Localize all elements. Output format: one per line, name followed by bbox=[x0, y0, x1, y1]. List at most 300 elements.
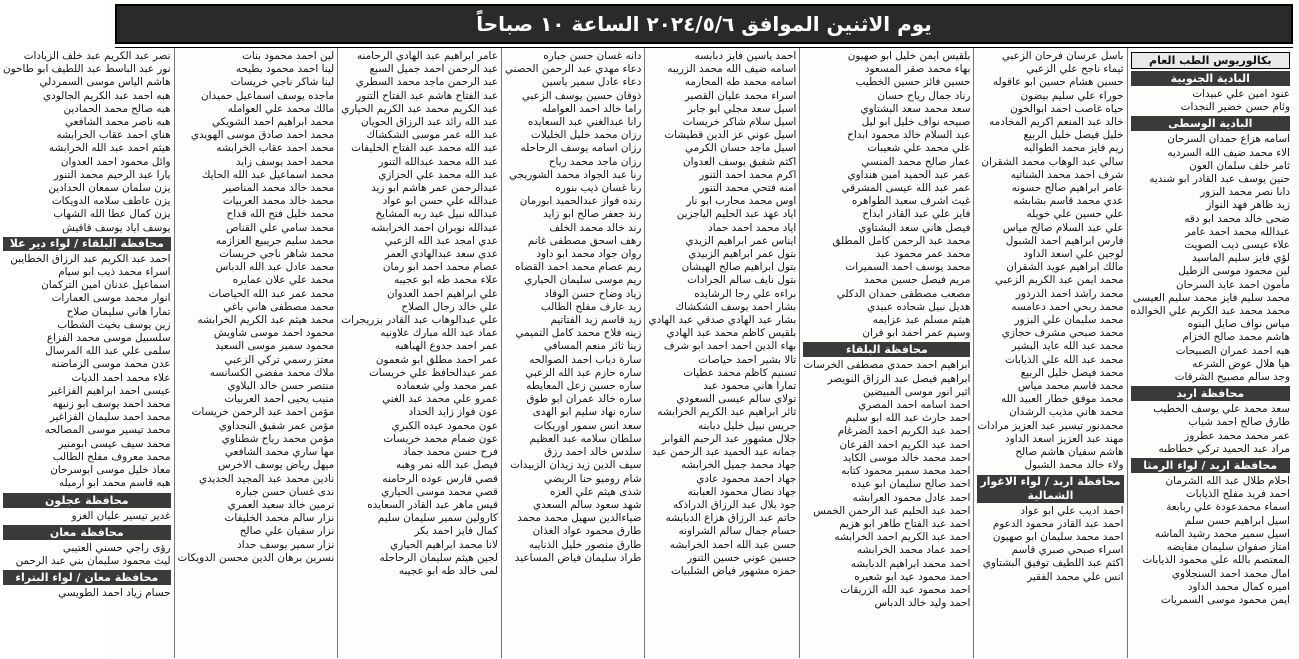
student-name: اسراء صبحي صبري قاسم bbox=[1011, 544, 1124, 557]
student-name: قصي فارس عوده الرحامنه bbox=[382, 472, 498, 485]
student-name: جهاد محمد جميل الخرابشه bbox=[681, 459, 797, 472]
student-name: عمر عبد الحميد امين هنداوي bbox=[847, 168, 971, 181]
student-name: اكثم شفيق يوسف العدوان bbox=[682, 155, 797, 168]
student-name: اسامه محمد طه المحارمه bbox=[684, 76, 797, 89]
student-name: محمد سيف عيسى ابومنير bbox=[58, 437, 171, 450]
student-name: محمد موفق خطار العبيد الله bbox=[1001, 393, 1124, 406]
student-name: سلدس خالد احمد رزق bbox=[544, 446, 642, 459]
student-name: ثائر ابراهيم عبد الكريم الخرابشه bbox=[657, 406, 797, 419]
student-name: عون فواز زايد الحداد bbox=[408, 406, 498, 419]
student-name: احمد ياسين فايز دبابسه bbox=[694, 50, 797, 62]
student-name: ولاء خالد محمد الشبول bbox=[1024, 459, 1124, 472]
student-name: عدي سعد عبدالهادي العمر bbox=[384, 248, 498, 261]
student-name: رزان اسامه يوسف الرحاحله bbox=[520, 142, 642, 155]
student-name: جود بلال عبد الرزاق الدراذكه bbox=[672, 498, 797, 511]
student-name: رناد جمال رياح حسان bbox=[877, 89, 971, 102]
student-name: هبه احمد عبد الكريم الجالودي bbox=[43, 89, 171, 102]
student-name: حسين فائز حسين الخطيب bbox=[855, 76, 971, 89]
student-name: محمود احمد موسى شاويش bbox=[213, 327, 335, 340]
student-name: عمرو علي محمد عبد الغني bbox=[382, 393, 498, 406]
student-name: سالي عبد الوهاب محمد الشقران bbox=[981, 155, 1124, 168]
student-name: رنا غسان ذيب بنوره bbox=[555, 182, 642, 195]
student-name: تمارا هاني سليمان صلاح bbox=[66, 305, 171, 318]
student-name: ثيماء ناجح علي الزعبي bbox=[1026, 63, 1124, 76]
student-name: لجين هيثم سليمان الرحاحله bbox=[379, 551, 498, 564]
student-name: عبد الله محمد عبدالله التنور bbox=[378, 155, 498, 168]
student-name: مريم فيصل حسين محمد bbox=[863, 274, 971, 287]
student-name: احمد عبد الحليم عبد الرحمن الخمس bbox=[813, 504, 971, 517]
student-name: عبدالله علي حسن ابو عواد bbox=[382, 195, 498, 208]
student-name: علي خالد رجال الصلاح bbox=[401, 300, 498, 313]
student-name: حسن عبد الله احمد الخرابشه bbox=[669, 538, 797, 551]
student-name: مصعب مصطفى حمدان الدكلي bbox=[836, 287, 971, 300]
student-name: محمد احمد سليمان الفزاغير bbox=[49, 411, 171, 424]
student-name: نصر عبد الكريم عبد خلف الزيادات bbox=[23, 50, 171, 62]
student-name: محمد احمد يوسف ابو زنيهه bbox=[52, 398, 171, 411]
student-name: علي عبدالوهاب عبد القادر بزريجرات bbox=[341, 314, 498, 327]
student-name: ريم عصام محمد احمد القضاه bbox=[515, 261, 642, 274]
student-name: وجد سالم مصبيح الشرقات bbox=[1174, 371, 1290, 384]
student-name: حمزه مشهور فياض الشلبيات bbox=[670, 564, 797, 577]
student-name: اسيل عوني عز الدين قطيشات bbox=[664, 129, 797, 142]
student-name: سيف الدين زيد زيدان الزبيدات bbox=[510, 459, 642, 472]
student-name: طارق محمود عواد الغذان bbox=[532, 525, 642, 538]
section-heading: البادية الجنوبية bbox=[1131, 71, 1290, 86]
column-5 bbox=[501, 48, 645, 658]
student-name: بتول نايف سالم الجرادات bbox=[687, 274, 797, 287]
student-name: مؤمن احمد عبد الرحمن خريسات bbox=[191, 406, 335, 419]
student-name: حسام جمال سالم الشراونه bbox=[678, 525, 797, 538]
student-name: ندى غسان حسن جباره bbox=[235, 485, 335, 498]
student-name: عون ضمام محمد خريسات bbox=[383, 432, 498, 445]
student-name: محمد ايمن عبد الكريم الزعبي bbox=[994, 274, 1124, 287]
student-name: عمر محمد محمد عطروز bbox=[1184, 429, 1290, 442]
student-name: غدير تيسير عليان الغزو bbox=[71, 509, 171, 522]
column-3 bbox=[799, 48, 973, 658]
student-name: هبه صالح محمد الحمادين bbox=[63, 102, 171, 115]
student-name: وائل محمود احمد العدوان bbox=[60, 155, 171, 168]
student-name: احمد حارث عبد الله ابو سليم bbox=[845, 412, 971, 425]
student-name: محمد سليم فايز محمد سليم العيسى bbox=[1132, 291, 1290, 304]
student-name: الاء محمد ضيف الله السرديه bbox=[1167, 146, 1290, 159]
student-name: جلال مشهور عبد الرحيم القوابر bbox=[661, 432, 797, 445]
student-name: وسيم عمر احمد ابو قران bbox=[862, 327, 971, 340]
student-name: لوجين علي اسعد الداود bbox=[1023, 248, 1124, 261]
column-1 bbox=[1127, 48, 1293, 658]
student-name: بهاء محمد صقر المسعود bbox=[864, 63, 971, 76]
student-name: عمر محمد ولي شعماده bbox=[396, 380, 498, 393]
student-name: احمد عبد الكريم احمد القرعان bbox=[839, 438, 971, 451]
student-name: راما خالد احمد العوامله bbox=[542, 102, 642, 115]
student-name: علي محمد علي شعيبات bbox=[867, 142, 971, 155]
student-name: احمد عادل محمود العرابشه bbox=[852, 491, 971, 504]
student-name: اسامه هزاع حمدان السرحان bbox=[1167, 133, 1290, 146]
student-name: بشار احمد يوسف الشكشاك bbox=[675, 300, 797, 313]
section-heading: البادية الوسطى bbox=[1131, 116, 1290, 131]
student-name: احلام طلال عبد الله الشرمان bbox=[1165, 475, 1290, 488]
student-name: نزار سمير يوسف حداد bbox=[237, 538, 335, 551]
student-name: محمد محمد عبد الكريم علي الخوالده bbox=[1130, 305, 1290, 318]
student-name: علي عبد السلام صالح مياس bbox=[1002, 221, 1124, 234]
student-name: اسامه ضيف الله محمد الزريبه bbox=[667, 63, 797, 76]
masthead-title: يوم الاثنين الموافق ٢٠٢٤/٥/٦ الساعة ١٠ صباحاً bbox=[476, 12, 932, 36]
student-name: عبد الله محمد عبد الفتاح الخليفات bbox=[351, 142, 498, 155]
column-2 bbox=[973, 48, 1126, 658]
student-name: بهاء الدين احمد احمد ابو شرف bbox=[663, 340, 797, 353]
student-name: زياد وضاح حسن الوقاد bbox=[544, 287, 642, 300]
student-name: جريس نبيل خليل دبابنه bbox=[697, 419, 797, 432]
degree-heading: بكالوريوس الطب العام bbox=[1131, 52, 1290, 69]
student-name: منتصر حسن خالد البلاوي bbox=[227, 380, 335, 393]
column-4 bbox=[644, 48, 799, 658]
student-name: عبد الله محمد علي الجزازي bbox=[378, 168, 498, 181]
student-name: رانا عبدالغني عبد السعايده bbox=[527, 116, 642, 129]
student-name: جهاد احمد محمود عادي bbox=[696, 472, 797, 485]
student-name: مها ساري محمد الشافعي bbox=[224, 446, 335, 459]
student-name: دعاء عادل سمير ياسين bbox=[541, 76, 642, 89]
student-name: كارولين سمير سليمان سليم bbox=[377, 512, 498, 525]
student-name: فرح حسن محمد جماد bbox=[403, 446, 498, 459]
student-name: محمد عبد الله عايد البشير bbox=[1011, 340, 1124, 353]
student-name: نزار سفيان علي صالح bbox=[239, 525, 335, 538]
student-name: امنه فتحي محمد التنور bbox=[699, 182, 797, 195]
student-name: امال محمد احمد السنجلاوي bbox=[1171, 567, 1290, 580]
student-name: مأمون احمد عايد السرحان bbox=[1176, 278, 1290, 291]
student-name: ميهل رياض يوسف الاخرس bbox=[217, 459, 335, 472]
student-name: هاشم محمد صالح الخزام bbox=[1182, 331, 1290, 344]
student-name: محمد تيسير موسى المصالحه bbox=[44, 424, 171, 437]
student-name: محمد معروف مفلح الطالب bbox=[52, 450, 171, 463]
student-name: احمد اسامه احمد المصري bbox=[858, 399, 971, 412]
student-name: اسراء محمد ذيب ابو سيام bbox=[58, 266, 171, 279]
student-name: اوس محمد محارب ابو نار bbox=[686, 195, 797, 208]
student-name: ساره حسين زعل المعايطه bbox=[526, 380, 642, 393]
student-name: ساره خالد عمران ابو طوق bbox=[526, 393, 642, 406]
student-name: اكثم عبد اللطيف توفيق البشتاوي bbox=[982, 557, 1124, 570]
student-name: احمد عبد الفتاح طاهر ابو هزيم bbox=[839, 517, 971, 530]
student-name: احمد محمد ابراهيم الدبابشه bbox=[850, 557, 971, 570]
student-name: ماجده يوسف اسماعيل حميدان bbox=[201, 89, 335, 102]
student-name: فايز علي عبد القادر ابداح bbox=[862, 208, 971, 221]
student-name: محمد خليل فتح الله قداح bbox=[226, 208, 335, 221]
student-name: عبدالله نبيل عبد ربه المشايخ bbox=[375, 208, 498, 221]
student-name: جهاد نضال محمود العبابنه bbox=[687, 485, 797, 498]
student-name: فيصل هاني سعد البشتاوي bbox=[858, 221, 971, 234]
student-name: اكرم محمد احمد التنور bbox=[699, 168, 797, 181]
student-name: ريم فايز محمد الطوالبه bbox=[1023, 142, 1124, 155]
student-name: بتول عمر ابراهيم الزبيدي bbox=[688, 248, 797, 261]
student-name: محمد احمد صادق موسى الهويدي bbox=[190, 129, 335, 142]
student-name: حسين عوني حسين التنور bbox=[687, 551, 797, 564]
student-name: سعد محمد سعد البشتاوي bbox=[860, 102, 971, 115]
student-name: زين يوسف بخيت الشطاب bbox=[57, 318, 171, 331]
student-name: روان جواد محمد ابو داود bbox=[536, 248, 642, 261]
student-name: محمد فيصل خليل الربيع bbox=[1020, 366, 1124, 379]
student-name: ليث محمود سليمان بني عبد الرحمن bbox=[15, 554, 171, 567]
student-name: حسام زياد احمد الطويسي bbox=[58, 587, 171, 600]
newspaper-page bbox=[3, 0, 1299, 659]
student-name: ايمن محمود موسى السمريات bbox=[1160, 593, 1290, 606]
student-name: ساره نهاد سليم ابو الهدى bbox=[532, 406, 642, 419]
section-heading: محافظة البلقاء bbox=[803, 342, 970, 357]
student-name: محمد احمد عقاب الخرابشه bbox=[216, 142, 335, 155]
student-name: محمد عمر عبد الله الحياصات bbox=[208, 287, 335, 300]
student-name: لين محمود موسى الزطيل bbox=[1178, 265, 1290, 278]
student-name: ملاك محمد مفضي الكسانسه bbox=[209, 366, 335, 379]
student-name: عمر احمد جدوع الهباهبه bbox=[394, 340, 498, 353]
student-name: عيسى احمد ابراهيم الفزاغير bbox=[48, 384, 171, 397]
student-name: عبد الرحمن احمد جميل السبع bbox=[369, 63, 498, 76]
student-name: اسراء محمد عليان القصير bbox=[684, 89, 797, 102]
student-name: حسين هشام حسين ابو عاقوله bbox=[992, 76, 1124, 89]
student-name: هبه احمد عمران الصبيحات bbox=[1175, 344, 1290, 357]
student-name: عبد السلام خالد محمود ابداح bbox=[847, 129, 971, 142]
student-name: عصام محمد احمد ابو رمان bbox=[382, 261, 498, 274]
student-name: علاء محمد احمد الديات bbox=[71, 371, 171, 384]
section-heading: محافظة عجلون bbox=[3, 493, 171, 508]
student-name: ايناس عمر ابراهيم الزيدي bbox=[685, 234, 797, 247]
section-heading: محافظة اربد / لواء الرمثا bbox=[1131, 458, 1290, 473]
student-name: اسيل سلام شاكر خريسات bbox=[682, 116, 797, 129]
student-name: اياد محمد احمد حماد bbox=[708, 221, 797, 234]
masthead bbox=[115, 4, 1293, 44]
student-name: خالد عبد المنعم اكريم المخادمه bbox=[989, 116, 1124, 129]
student-name: دعاء مهدي عبد الرحمن الحصني bbox=[504, 63, 642, 76]
student-name: احمد محمود عبد الله الزريقات bbox=[840, 583, 971, 596]
student-name: محمد علي علان عمايره bbox=[232, 274, 335, 287]
student-name: رنده فواز عبدالحميد ابورمان bbox=[519, 195, 642, 208]
student-name: عبدالرحمن عمر هاشم ابو زيد bbox=[371, 182, 498, 195]
student-name: مهند عبد العزيز اسعد الداود bbox=[1005, 432, 1124, 445]
name-list-columns bbox=[3, 47, 1293, 658]
student-name: محمد عادل عبد الله الدباس bbox=[215, 261, 335, 274]
student-name: محمد اسماعيل عبد الله الحايك bbox=[201, 168, 335, 181]
section-heading: محافظة البلقاء / لواء دير علا bbox=[3, 237, 171, 251]
student-name: محمد ربحي احمد دعامسه bbox=[1011, 300, 1124, 313]
student-name: طارق منصور خليل الذنايبه bbox=[528, 538, 642, 551]
student-name: زينه فلاح محمد كامل التميمي bbox=[515, 327, 642, 340]
student-name: مراد عبد الحميد تركي خطاطبه bbox=[1158, 442, 1290, 455]
student-name: مؤمن محمد رياح شطناوي bbox=[221, 432, 335, 445]
student-name: محمدنور تيسير عبد العزيز مرادات bbox=[977, 419, 1124, 432]
student-name: محمد قاسم محمد مياس bbox=[1017, 380, 1124, 393]
student-name: لينا شاكر ناجي خريسات bbox=[230, 76, 335, 89]
student-name: رهف اسحق مصطفى غانم bbox=[527, 234, 642, 247]
student-name: محمد سامي علي القناص bbox=[226, 221, 335, 234]
student-name: اسماعيل عدنان امين التركمان bbox=[41, 279, 171, 292]
student-name: تسنيم كاظم محمد عطيات bbox=[683, 366, 797, 379]
student-name: احمد اديب علي ابو عواد bbox=[1020, 504, 1124, 517]
student-name: محمد ابراهيم احمد الشويكي bbox=[211, 116, 335, 129]
student-name: محمود سمير موسى السعيد bbox=[215, 340, 335, 353]
student-name: ساره حازم عبد الله الزعبي bbox=[525, 366, 642, 379]
student-name: حياه غاصب احمد ابوالخون bbox=[1010, 102, 1124, 115]
student-name: احمد محمود عيد ابو شعيره bbox=[854, 570, 971, 583]
student-name: غيث اشرف سعيد الطواهره bbox=[851, 195, 971, 208]
student-name: شرف احمد محمد الشناتيه bbox=[1010, 168, 1124, 181]
student-name: قصي محمد موسى الحياري bbox=[381, 485, 498, 498]
student-name: معاذ خليل موسى ابوسرحان bbox=[50, 464, 171, 477]
student-name: عبد الله عمر موسى الشكشاك bbox=[366, 129, 498, 142]
student-name: يزن سلمان سمعان الحدادين bbox=[48, 182, 171, 195]
student-name: مالك محمد علي العوامله bbox=[227, 102, 335, 115]
student-name: احمد صالح سليمان ابو عيده bbox=[851, 478, 971, 491]
student-name: زينا ثائر منعم المسافي bbox=[543, 340, 642, 353]
student-name: هبه ناصر محمد الشافعي bbox=[64, 116, 171, 129]
student-name: احمد عبد القادر محمود الدعوم bbox=[992, 517, 1124, 530]
student-name: هبه قاسم محمد ابو ارميله bbox=[58, 477, 171, 490]
student-name: يارا عبد الرحيم محمد التنور bbox=[53, 168, 171, 181]
student-name: يزن عاطف سلامه الدويكات bbox=[51, 195, 171, 208]
student-name: زيد قاسم زيد الفتاتيم bbox=[550, 314, 642, 327]
student-name: اياد عهد عبد الحليم الياجزين bbox=[676, 208, 797, 221]
student-name: صبيحه نواف خليل ابو ليل bbox=[861, 116, 971, 129]
student-name: علاء محمد طه ابو عجيبه bbox=[393, 274, 498, 287]
student-name: حاتم عبد الرزاق هزاع الدبابشه bbox=[665, 512, 797, 525]
student-name: اسيل سعد مجلي ابو جابر bbox=[687, 102, 797, 115]
student-name: رنا عبد الجواد محمد الشوريجي bbox=[509, 168, 642, 181]
student-name: تالا بشير احمد حياصات bbox=[698, 353, 797, 366]
student-name: احمد فريد مفلح الذيابات bbox=[1185, 488, 1290, 501]
student-name: نسرين برهان الدين محسن الدويكات bbox=[177, 551, 335, 564]
student-name: تمارا هاني محمود عبد bbox=[703, 380, 797, 393]
student-name: سعد محمد علي يوسف الخطيب bbox=[1153, 403, 1290, 416]
student-name: عامر ابراهيم صالح حسونه bbox=[1011, 182, 1124, 195]
student-name: علاء عيسى ذيب الصويت bbox=[1184, 239, 1290, 252]
student-name: انس علي محمد الفقير bbox=[1027, 570, 1124, 583]
student-name: كمال فايز احمد بكر bbox=[414, 525, 498, 538]
section-heading: محافظة اربد bbox=[1131, 386, 1290, 401]
student-name: نادين محمد عبد المجيد الجديدي bbox=[198, 472, 335, 485]
student-name: سعد انس سمور اوريكات bbox=[533, 419, 642, 432]
student-name: نزار سالم محمد الخليفات bbox=[224, 512, 335, 525]
student-name: طارق صالح احمد شياب bbox=[1188, 416, 1290, 429]
student-name: رزان ماجد محمد رياح bbox=[548, 155, 642, 168]
student-name: هيثم احمد عبد الله الخرابشه bbox=[48, 142, 171, 155]
student-name: المعتصم بالله علي محمود الذيابات bbox=[1142, 554, 1290, 567]
student-name: عدي امجد عبد الله الزعبي bbox=[384, 234, 498, 247]
student-name: احمد عبد الكريم احمد الخرابشه bbox=[834, 531, 971, 544]
student-name: ثامر خلف سلمان العون bbox=[1189, 159, 1290, 172]
student-name: رند خالد محمد الخلف bbox=[549, 221, 642, 234]
student-name: محمد عبد الله علي الذيابات bbox=[1005, 353, 1124, 366]
student-name: اسيل ابراهيم حسن سلم bbox=[1184, 514, 1290, 527]
student-name: احمد محمد خالد موسى الكايد bbox=[842, 451, 971, 464]
student-name: محمد عمر محمود عبد bbox=[875, 248, 971, 261]
student-name: زيد ظاهر فهد النواز bbox=[1206, 199, 1290, 212]
student-name: رزان محمد خليل الخليلات bbox=[531, 129, 642, 142]
student-name: ابراهيم فيصل عبد الرزاق النويصر bbox=[827, 372, 971, 385]
student-name: احمد عماد محمد الخرابشه bbox=[856, 544, 971, 557]
student-name: يزن كمال عطا الله الشهاب bbox=[53, 208, 171, 221]
student-name: محمد يوسف احمد السميرات bbox=[845, 261, 971, 274]
student-name: عبد الرحمن ماجد محمد السطري bbox=[355, 76, 498, 89]
student-name: عبدالله محمد احمد عامر bbox=[1185, 225, 1290, 238]
student-name: نور عبد الباسط عبد اللطيف ابو طاحون bbox=[3, 63, 171, 76]
student-name: احمد عبد الكريم عبد الرزاق الخطايبن bbox=[10, 252, 171, 265]
student-name: عمر عبدالحافظ علي خريسات bbox=[368, 366, 498, 379]
student-name: اميره كمال محمد الداود bbox=[1187, 580, 1290, 593]
student-name: باسل عرسان فرحان الزعبي bbox=[1001, 50, 1124, 62]
student-name: دانه غسان حسن جباره bbox=[543, 50, 642, 62]
student-name: مياس نواف صايل البنوه bbox=[1187, 318, 1290, 331]
student-name: فارس ابراهيم احمد الشبول bbox=[1005, 234, 1124, 247]
student-name: معتز رسمي تركي الزعبي bbox=[224, 353, 335, 366]
student-name: احمد وليد خالد الدباس bbox=[874, 597, 971, 610]
student-name: رؤى راجي حسني العتيبي bbox=[62, 541, 171, 554]
column-8 bbox=[0, 48, 174, 658]
student-name: سلطان سلامه عبد العظيم bbox=[529, 432, 642, 445]
student-name: عبد الكريم محمد عبد الكريم الحياري bbox=[341, 102, 498, 115]
student-name: محمد احمد يوسف زايد bbox=[235, 155, 335, 168]
student-name: احمد عبد الكريم احمد الضرغام bbox=[837, 425, 971, 438]
section-heading: محافظة معان bbox=[3, 525, 171, 540]
student-name: محمد خالد محمد العربيات bbox=[222, 195, 335, 208]
student-name: عدن محمد موسى الزماضنه bbox=[51, 358, 171, 371]
student-name: عماد عبد الله مبارك علاونيه bbox=[380, 327, 498, 340]
student-name: وئام حسن خضير النجدات bbox=[1180, 101, 1290, 114]
student-name: عدي محمد قاسم بشابشه bbox=[1013, 195, 1124, 208]
student-name: بشار عبد الهادي صدقي عبد الهادي bbox=[648, 314, 797, 327]
column-7 bbox=[174, 48, 338, 658]
student-name: لمى خالد طه ابو عجيبه bbox=[398, 564, 498, 577]
student-name: اسيل ماجد حسان الكرمي bbox=[684, 142, 797, 155]
student-name: مالك ابراهيم عويد الشقران bbox=[1006, 261, 1124, 274]
column-6 bbox=[337, 48, 501, 658]
student-name: احمد محمد سمير محمود كتابه bbox=[841, 465, 971, 478]
student-name: هناي احمد عقاب الخرابشه bbox=[56, 129, 171, 142]
student-name: سلمى علي عبد الله المرسال bbox=[45, 345, 171, 358]
student-name: طراد سليمان فياض المساعيد bbox=[514, 551, 642, 564]
student-name: هيثم مسلم عبد عزايمه bbox=[872, 314, 971, 327]
student-name: عبد الله رائد عبد الرزاق الحويان bbox=[360, 116, 498, 129]
student-name: محمد راشد احمد الدردور bbox=[1015, 287, 1124, 300]
student-name: محمد سليمان علي البزور bbox=[1014, 314, 1124, 327]
student-name: عون محمود عيده الكبري bbox=[391, 419, 498, 432]
student-name: هديل نبيل شحاده عبيدي bbox=[867, 300, 971, 313]
student-name: هاشم سفيان هاشم صالح bbox=[1015, 446, 1124, 459]
section-heading: محافظة اربد / لواء الاغوار الشمالية bbox=[977, 475, 1123, 503]
student-name: شذى هيثم علي العزه bbox=[550, 485, 642, 498]
student-name: جمانه عبد الحميد عبد الرحمن عبد bbox=[651, 446, 797, 459]
student-name: محمد صبحي مشرف حجازي bbox=[1001, 327, 1124, 340]
student-name: نرمين خالد سعيد العمري bbox=[227, 498, 335, 511]
student-name: شام روميو حنا الربضي bbox=[544, 472, 642, 485]
student-name: ضياءالدين سهيل محمد محمد bbox=[517, 512, 642, 525]
student-name: ذوقان حسين يوسف الزعبي bbox=[521, 89, 642, 102]
student-name: لؤي فايز سليم الماسيد bbox=[1191, 252, 1290, 265]
student-name: بلقيس ايمن خليل ابو صهيون bbox=[847, 50, 971, 62]
student-name: حوراء علي سليم بيضون bbox=[1020, 89, 1124, 102]
student-name: بتول ابراهيم صالح الهيشان bbox=[681, 261, 797, 274]
student-name: لانا محمد ابراهيم الحياري bbox=[390, 538, 498, 551]
student-name: اسماء محمدعودة علي ربابعة bbox=[1166, 501, 1290, 514]
student-name: عامر ابراهيم عبد الهادي الرحامنه bbox=[356, 50, 498, 62]
student-name: عمر احمد مطلق ابو شعمون bbox=[375, 353, 498, 366]
student-name: ابراهيم احمد حمدي مصطفى الخرسات bbox=[803, 359, 971, 372]
student-name: محمد شاهر ناجي خريسات bbox=[219, 248, 335, 261]
student-name: ريم موسى سليمان الحياري bbox=[524, 274, 642, 287]
student-name: اسيل سمير محمد رشيد الماشه bbox=[1155, 527, 1290, 540]
student-name: براءه علي رجا الرشايده bbox=[694, 287, 797, 300]
student-name: ضحى خالد محمد ابو دقه bbox=[1184, 212, 1290, 225]
student-name: محمد خالد محمد المناصير bbox=[222, 182, 335, 195]
student-name: محمد هاني مذيب الرشدان bbox=[1009, 406, 1124, 419]
student-name: هاشم الياس موسى السمردلي bbox=[39, 76, 171, 89]
student-name: يوسف اياد يوسف قاقيش bbox=[62, 221, 171, 234]
student-name: محمد عبد الرحمن كامل المطلق bbox=[832, 234, 971, 247]
student-name: انوار محمد موسى العمارات bbox=[51, 292, 171, 305]
